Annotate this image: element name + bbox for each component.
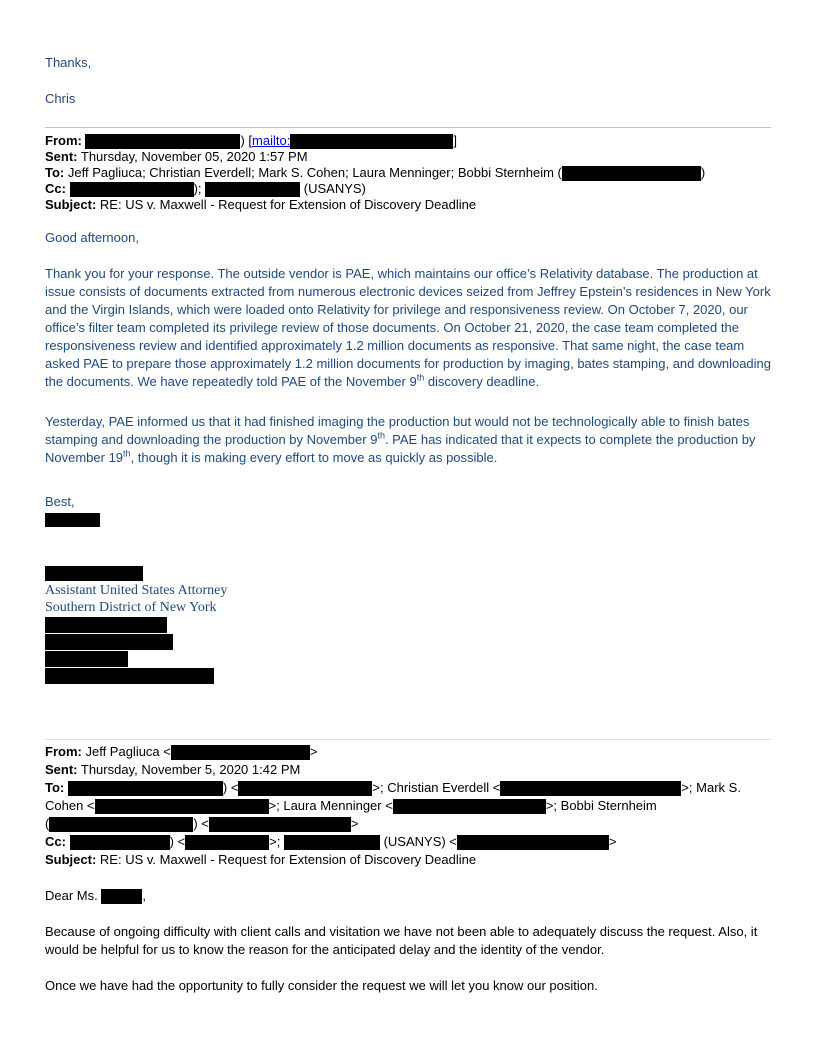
para1-sup: th	[416, 372, 425, 383]
email1-greeting: Good afternoon,	[45, 230, 139, 245]
subject-label: Subject:	[45, 197, 97, 212]
email2-from-line: From: Jeff Pagliuca < >	[45, 744, 318, 759]
divider	[45, 739, 771, 740]
subject-label: Subject:	[45, 852, 97, 867]
to-label: To:	[45, 780, 65, 795]
sent-value: Thursday, November 05, 2020 1:57 PM	[80, 149, 308, 164]
subject-value: RE: US v. Maxwell - Request for Extension of Discovery Deadline	[99, 852, 477, 867]
para1-end: discovery deadline.	[424, 374, 540, 389]
signature-title: Assistant United States Attorney	[45, 583, 228, 598]
cc-label: Cc:	[45, 834, 66, 849]
email2-paragraph-1: Because of ongoing difficulty with client calls and visitation we have not been able to adequately discuss the request. Also, it would be helpful for us to know the reason for the anticipated delay and the identity of the vendor.	[45, 924, 758, 957]
redaction	[45, 513, 100, 527]
para2-sup1: th	[377, 430, 385, 441]
redaction	[45, 651, 128, 667]
redaction	[85, 134, 240, 149]
redaction	[185, 835, 269, 850]
redaction	[45, 566, 143, 581]
sent-value: Thursday, November 5, 2020 1:42 PM	[80, 762, 301, 777]
email2-greeting: Dear Ms. ,	[45, 888, 146, 903]
email2-paragraph-2: Once we have had the opportunity to fully consider the request we will let you know our position.	[45, 978, 598, 993]
email1-to-line: To: Jeff Pagliuca; Christian Everdell; Mark S. Cohen; Laura Menninger; Bobbi Sternheim ( )	[45, 165, 706, 180]
redaction	[68, 781, 223, 796]
signoff-thanks: Thanks,	[45, 55, 92, 70]
redaction	[500, 781, 681, 796]
para2-text-b: . PAE has indicated that it expects to complete the production by November 19	[45, 432, 756, 465]
email1-cc-line: Cc: ); (USANYS)	[45, 181, 366, 196]
email1-paragraph-2	[45, 413, 780, 467]
redaction	[45, 617, 167, 633]
redaction	[238, 781, 372, 796]
redaction	[95, 799, 269, 814]
email1-subject-line	[45, 197, 476, 213]
email2-cc-line: Cc: ) < >; (USANYS) < >	[45, 834, 617, 849]
to-laura: ; Laura Menninger <	[276, 798, 393, 813]
mailto-link[interactable]: mailto:	[252, 133, 291, 148]
redaction	[171, 745, 310, 760]
to-cohen: Cohen <	[45, 798, 95, 813]
redaction	[284, 835, 380, 850]
para2-text-a: Yesterday, PAE informed us that it had finished imaging the production but would not be technologically able to finish bates stamping and downloading the production by November 9	[45, 414, 750, 447]
from-label: From:	[45, 133, 82, 148]
redaction	[290, 134, 453, 149]
subject-value: RE: US v. Maxwell - Request for Extension of Discovery Deadline	[99, 197, 477, 212]
para1-text: Thank you for your response. The outside vendor is PAE, which maintains our office’s Relativity database. The production at issue consists of documents extracted from numerous electronic devices seized from Jeffrey Epstein’s residences in New York and the Virgin Islands, which were loaded onto Relativity for privilege and responsiveness review. On October 7, 2020, our office’s filter team completed its privilege review of those documents. On October 21, 2020, the case team completed the responsiveness review and identified approximately 1.2 million documents as responsive. That same night, the case team asked PAE to prepare those approximately 1.2 million documents for production by imaging, bates stamping, and downloading the documents. We have repeatedly told PAE of the November 9	[45, 266, 772, 389]
email2-sent-line	[45, 762, 300, 778]
email2-to-line-1: To: ) < >; Christian Everdell < >; Mark S.	[45, 780, 741, 795]
signoff-name: Chris	[45, 91, 76, 106]
redaction	[45, 668, 214, 684]
cc-label: Cc:	[45, 181, 66, 196]
cc-suffix: (USANYS) <	[383, 834, 457, 849]
para2-text-c: , though it is making every effort to move as quickly as possible.	[130, 450, 498, 465]
to-value: Jeff Pagliuca; Christian Everdell; Mark S. Cohen; Laura Menninger; Bobbi Sternheim (	[67, 165, 562, 180]
redaction	[101, 889, 142, 904]
from-value: Jeff Pagliuca <	[85, 744, 171, 759]
redaction	[70, 835, 170, 850]
redaction	[393, 799, 546, 814]
email2-subject-line	[45, 852, 476, 868]
greeting-text: Dear Ms.	[45, 888, 98, 903]
sent-label: Sent:	[45, 149, 78, 164]
email2-to-line-3: ( ) < >	[45, 816, 359, 831]
sent-label: Sent:	[45, 762, 78, 777]
email1-from-line: From: ) [mailto: ]	[45, 133, 457, 148]
email1-paragraph-1	[45, 265, 780, 391]
cc-suffix: (USANYS)	[303, 181, 366, 196]
to-mark: ; Mark S.	[688, 780, 741, 795]
to-label: To:	[45, 165, 65, 180]
to-bobbi: ; Bobbi Sternheim	[553, 798, 657, 813]
redaction	[70, 182, 194, 197]
to-christian: ; Christian Everdell <	[380, 780, 501, 795]
redaction	[562, 166, 701, 181]
email2-to-line-2: Cohen < >; Laura Menninger < >; Bobbi Sternheim	[45, 798, 657, 813]
email1-closing: Best,	[45, 494, 75, 509]
redaction	[205, 182, 300, 197]
email1-sent-line	[45, 149, 308, 165]
redaction	[49, 817, 193, 832]
para2-sup2: th	[123, 448, 131, 459]
signature-office: Southern District of New York	[45, 600, 217, 615]
from-label: From:	[45, 744, 82, 759]
redaction	[457, 835, 609, 850]
redaction	[209, 817, 351, 832]
divider	[45, 127, 771, 128]
redaction	[45, 634, 173, 650]
